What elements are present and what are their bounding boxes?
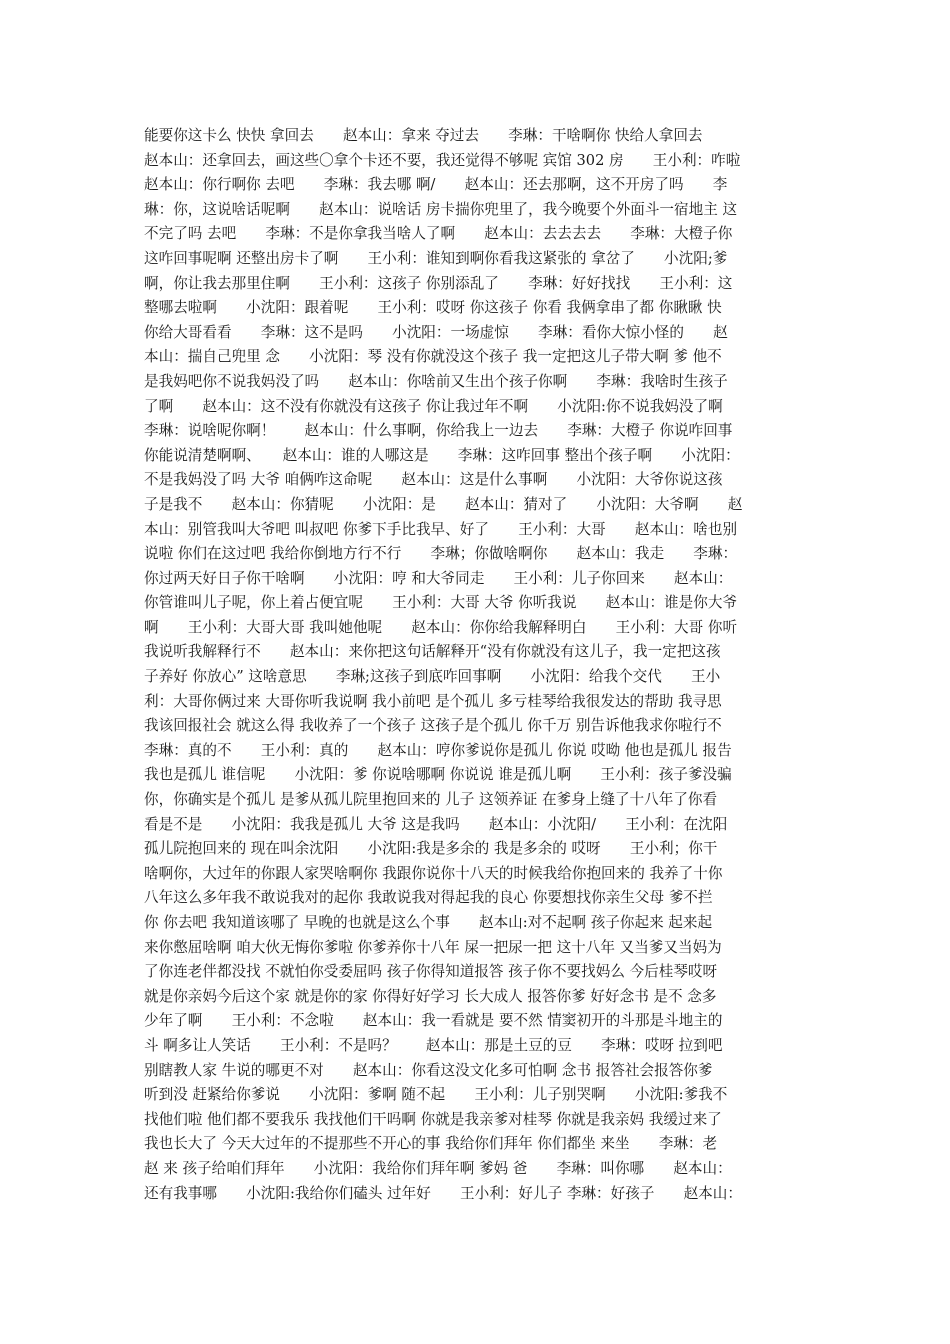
text-line: 还有我事哪 小沈阳:我给你们磕头 过年好 王小利：好儿子 李琳：好孩子 赵本山： bbox=[144, 1184, 742, 1202]
text-line: 赵本山：你行啊你 去吧 李琳：我去哪 啊/ 赵本山：还去那啊，这不开房了吗 李 bbox=[144, 176, 728, 194]
text-line: 不完了吗 去吧 李琳：不是你拿我当啥人了啊 赵本山：去去去去 李琳：大橙子你 bbox=[144, 225, 733, 243]
script-text-block bbox=[144, 124, 808, 1206]
text-line: 我说听我解释行不 赵本山：来你把这句话解释开“没有你就没有这儿子，我一定把这孩 bbox=[144, 643, 721, 661]
text-line: 了你连老伴都没找 不就怕你受委屈吗 孩子你得知道报答 孩子你不要找妈么 今后桂琴哎呀 bbox=[144, 963, 718, 981]
text-line: 李琳：真的不 王小利：真的 赵本山：哼你爹说你是孤儿 你说 哎呦 他也是孤儿 报告 bbox=[144, 741, 732, 759]
text-line: 啊 王小利：大哥大哥 我叫她他呢 赵本山：你你给我解释明白 王小利：大哥 你听 bbox=[144, 618, 738, 636]
text-line: 你 你去吧 我知道该哪了 早晚的也就是这么个事 赵本山:对不起啊 孩子你起来 起来起 bbox=[144, 914, 713, 931]
text-line: 赵 来 孩子给咱们拜年 小沈阳：我给你们拜年啊 爹妈 爸 李琳：叫你哪 赵本山： bbox=[144, 1159, 732, 1177]
text-line: 这咋回事呢啊 还整出房卡了啊 王小利：谁知到啊你看我这紧张的 拿岔了 小沈阳;爹 bbox=[144, 249, 728, 267]
text-line: 我也是孤儿 谁信呢 小沈阳：爹 你说啥哪啊 你说说 谁是孤儿啊 王小利：孩子爹没骗 bbox=[144, 766, 732, 784]
text-line: 就是你亲妈今后这个家 就是你的家 你得好好学习 长大成人 报答你爹 好好念书 是不 念多 bbox=[144, 987, 717, 1005]
text-line: 找他们啦 他们都不要我乐 我找他们干吗啊 你就是我亲爹对桂琴 你就是我亲妈 我缓过来了 bbox=[144, 1110, 722, 1128]
text-line: 你，你确实是个孤儿 是爹从孤儿院里抱回来的 儿子 这领养证 在爹身上缝了十八年了你看 bbox=[144, 791, 718, 809]
text-line: 我该回报社会 就这么得 我收养了一个孩子 这孩子是个孤儿 你千万 别告诉他我求你啦行不 bbox=[144, 717, 722, 735]
text-line: 看是不是 小沈阳：我我是孤儿 大爷 这是我吗 赵本山：小沈阳/ 王小利：在沈阳 bbox=[144, 815, 728, 833]
text-line: 啊，你让我去那里住啊 王小利：这孩子 你别添乱了 李琳：好好找找 王小利：这 bbox=[144, 274, 733, 292]
text-line: 说啦 你们在这过吧 我给你倒地方行不行 李琳；你做啥啊你 赵本山：我走 李琳： bbox=[144, 545, 738, 563]
text-line: 八年这么多年我不敢说我对的起你 我敢说我对得起我的良心 你要想找你亲生父母 爹不拦 bbox=[144, 889, 713, 907]
text-line: 孤儿院抱回来的 现在叫余沈阳 小沈阳:我是多余的 我是多余的 哎呀 王小利；你干 bbox=[144, 840, 718, 858]
text-line: 你管谁叫儿子呢，你上着占便宜呢 王小利：大哥 大爷 你听我说 赵本山：谁是你大爷 bbox=[144, 594, 738, 612]
text-line: 斗 啊多让人笑话 王小利：不是吗？ 赵本山：那是土豆的豆 李琳：哎呀 拉到吧 bbox=[144, 1036, 723, 1054]
text-line: 整哪去啦啊 小沈阳：跟着呢 王小利：哎呀 你这孩子 你看 我俩拿串了都 你瞅瞅 快 bbox=[144, 299, 722, 317]
text-line: 本山：揣自己兜里 念 小沈阳：琴 没有你就没这个孩子 我一定把这儿子带大啊 爹 他不 bbox=[144, 348, 722, 366]
text-line: 不是我妈没了吗 大爷 咱俩咋这命呢 赵本山：这是什么事啊 小沈阳：大爷你说这孩 bbox=[144, 471, 723, 489]
text-line: 本山：别管我叫大爷吧 叫叔吧 你爹下手比我早、好了 王小利：大哥 赵本山：啥也别 bbox=[144, 520, 738, 538]
text-line: 了啊 赵本山：这不没有你就没有这孩子 你让我过年不啊 小沈阳:你不说我妈没了啊 bbox=[144, 397, 723, 415]
text-line: 李琳：说啥呢你啊！ 赵本山：什么事啊，你给我上一边去 李琳：大橙子 你说咋回事 bbox=[144, 422, 733, 440]
text-line: 能要你这卡么 快快 拿回去 赵本山：拿来 夺过去 李琳：干啥啊你 快给人拿回去 bbox=[144, 127, 703, 144]
text-line: 利：大哥你俩过来 大哥你听我说啊 我小前吧 是个孤儿 多亏桂琴给我很发达的帮助 我寻思 bbox=[144, 692, 722, 710]
text-line: 听到没 赶紧给你爹说 小沈阳：爹啊 随不起 王小利：儿子别哭啊 小沈阳:爹我不 bbox=[144, 1086, 728, 1104]
text-line: 子养好 你放心” 这啥意思 李琳;这孩子到底咋回事啊 小沈阳：给我个交代 王小 bbox=[144, 668, 721, 686]
text-line: 别瞎教人家 牛说的哪更不对 赵本山：你看这没文化多可怕啊 念书 报答社会报答你爹 bbox=[144, 1061, 713, 1079]
text-line: 我也长大了 今天大过年的不提那些不开心的事 我给你们拜年 你们都坐 来坐 李琳：老 bbox=[144, 1135, 718, 1153]
text-line: 你给大哥看看 李琳：这不是吗 小沈阳：一场虚惊 李琳：看你大惊小怪的 赵 bbox=[144, 323, 728, 341]
text-line: 啥啊你，大过年的你跟人家哭啥啊你 我跟你说你十八天的时候我给你抱回来的 我养了十你 bbox=[144, 864, 723, 882]
text-line: 子是我不 赵本山：你猜呢 小沈阳：是 赵本山：猜对了 小沈阳：大爷啊 赵 bbox=[144, 495, 743, 513]
text-line: 少年了啊 王小利：不念啦 赵本山：我一看就是 要不然 情窦初开的斗那是斗地主的 bbox=[144, 1012, 723, 1030]
text-line: 你能说清楚啊啊、 赵本山：谁的人哪这是 李琳：这咋回事 整出个孩子啊 小沈阳： bbox=[144, 446, 740, 464]
text-line: 琳：你，这说啥话呢啊 赵本山：说啥话 房卡揣你兜里了，我今晚要个外面斗一宿地主 这 bbox=[144, 200, 738, 218]
text-line: 来你憋屈啥啊 咱大伙无悔你爹啦 你爹养你十八年 屎一把尿一把 这十八年 又当爹又当妈为 bbox=[144, 938, 722, 956]
text-line: 是我妈吧你不说我妈没了吗 赵本山：你啥前又生出个孩子你啊 李琳：我啥时生孩子 bbox=[144, 372, 728, 390]
text-line: 你过两天好日子你干啥啊 小沈阳：哼 和大爷同走 王小利：儿子你回来 赵本山： bbox=[144, 569, 733, 587]
text-line: 赵本山：还拿回去，画这些〇拿个卡还不要，我还觉得不够呢 宾馆 302 房 王小利：咋啦 bbox=[144, 151, 741, 169]
